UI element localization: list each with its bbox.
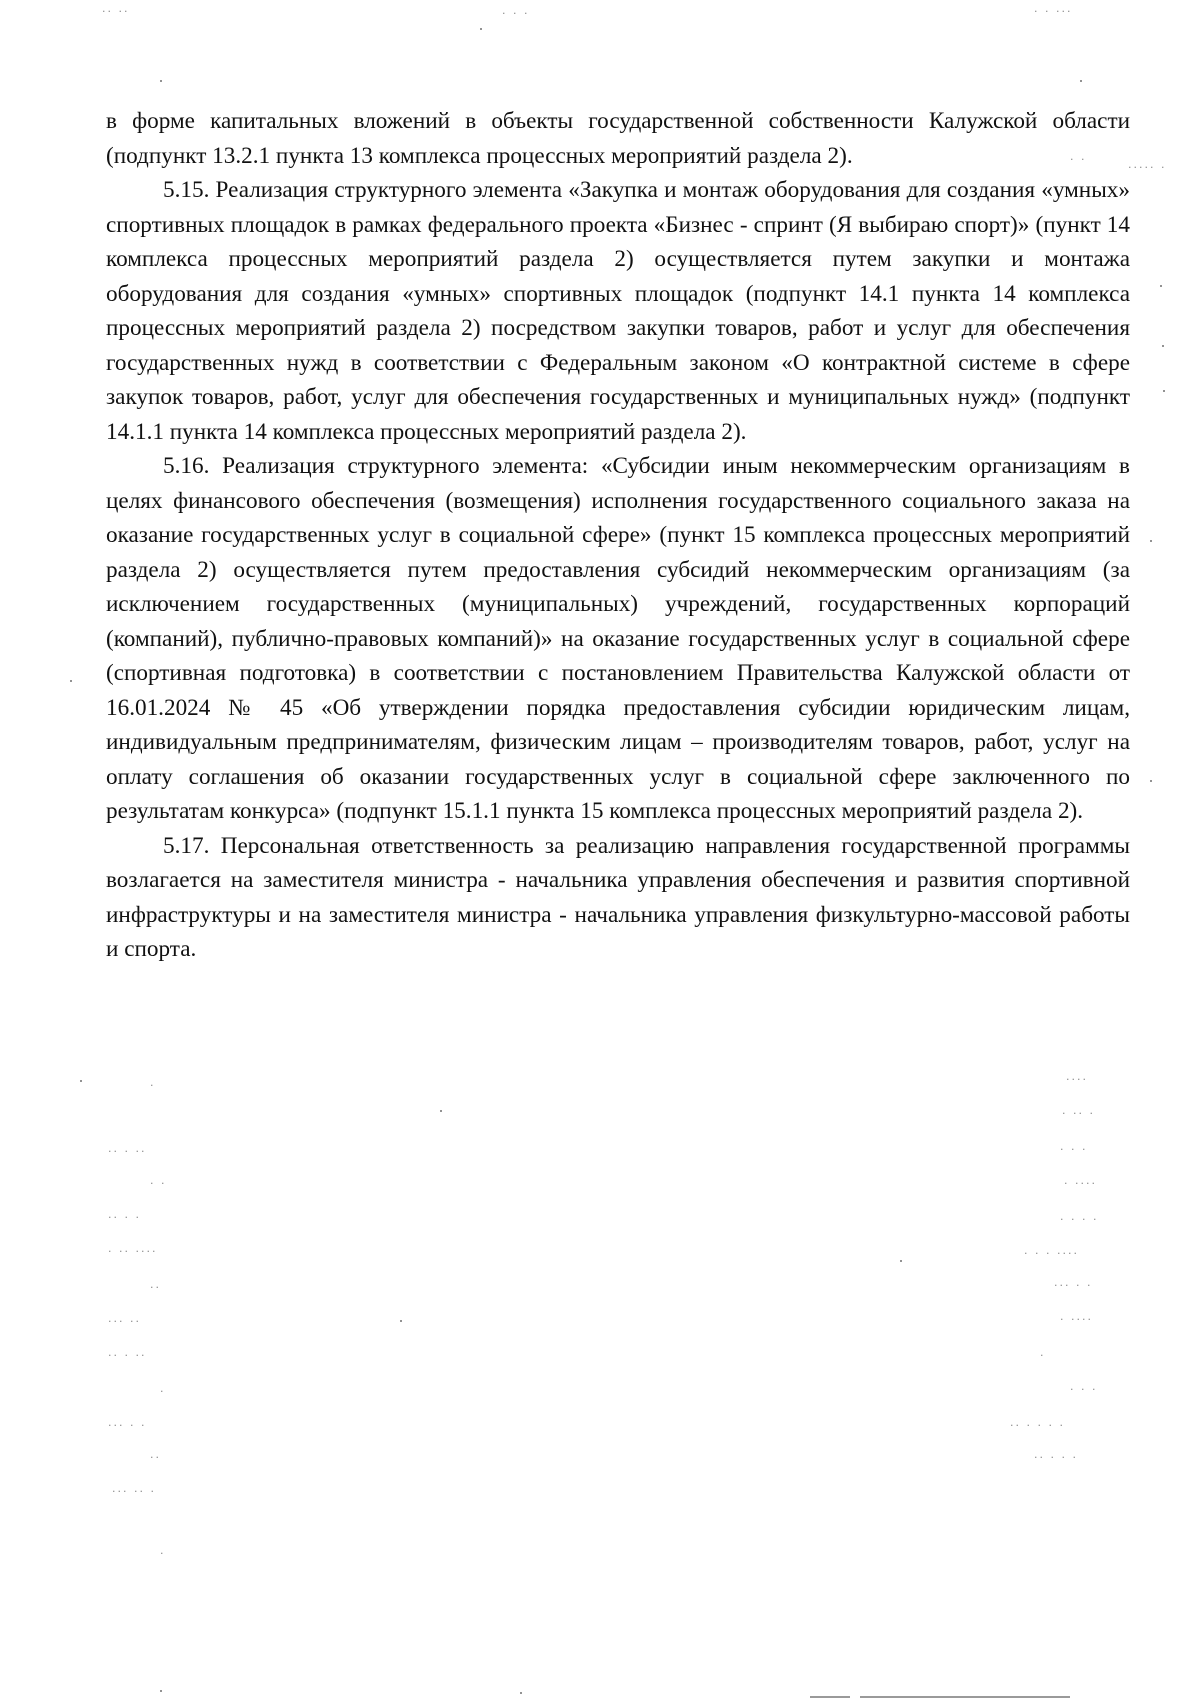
scan-noise: ·· · · · ·: [1010, 1419, 1065, 1432]
scan-noise: [400, 1320, 402, 1322]
scan-noise: [70, 680, 72, 682]
scan-noise: · · · ····: [1024, 1247, 1079, 1260]
scan-noise: ·· · · ·: [1034, 1451, 1078, 1464]
scan-noise: ··· ·· ·: [112, 1485, 156, 1498]
scan-noise: [1163, 390, 1165, 392]
scan-noise: [520, 1692, 522, 1694]
scan-noise: ·: [150, 1079, 156, 1092]
scan-noise: [1150, 540, 1152, 542]
scan-noise: [1080, 80, 1082, 82]
scan-noise: · ····: [1060, 1313, 1093, 1326]
paragraph-5-16: 5.16. Реализация структурного элемента: «Субсидии иным некоммерческим организациям в целях финансового обеспечения (возмещения) исполнения государственного социального заказа на оказание государственных услуг в социальной сфере» (пункт 15 комплекса процессных мероприятий раздела 2) осуществляется путем предоставления субсидий некоммерческим организациям (за исключением государственных (муниципальных) учреждений, государственных корпораций (компаний), публично-правовых компаний)» на оказание государственных услуг в социальной сфере (спортивная подготовка) в соответствии с постановлением Правительства Калужской области от 16.01.2024 № 45 «Об утверждении порядка предоставления субсидии юридическим лицам, индивидуальным предпринимателям, физическим лицам – производителям товаров, работ, услуг на оплату соглашения об оказании государственных услуг в социальной сфере заключенного по результатам конкурса» (подпункт 15.1.1 пункта 15 комплекса процессных мероприятий раздела 2).: [106, 453, 1130, 824]
scan-noise: ··: [150, 1281, 161, 1294]
paragraph-5-17: 5.17. Персональная ответственность за реализацию направления государственной программы возлагается на заместителя министра - начальника управления обеспечения и развития спортивной инфраструктуры и на заместителя министра - начальника управления физкультурно-массовой работы и спорта.: [106, 832, 1130, 962]
scan-noise: ··· · ·: [108, 1419, 147, 1432]
scan-noise: [80, 1080, 82, 1082]
scan-noise: [160, 1690, 162, 1692]
scan-noise: [900, 1260, 902, 1262]
scan-noise: · ····: [1064, 1177, 1097, 1190]
scan-noise: ··: [150, 1451, 161, 1464]
scan-noise: [440, 1110, 442, 1112]
scan-noise: ··· · ·: [1054, 1279, 1093, 1292]
scan-noise: ·· ··: [102, 5, 130, 18]
scan-noise: ·: [1040, 1349, 1046, 1362]
scan-noise: · ·: [1070, 153, 1087, 166]
scan-noise: ·: [160, 1385, 166, 1398]
scan-noise: ····: [1066, 1073, 1088, 1086]
paragraph-continuation: в форме капитальных вложений в объекты государственной собственности Калужской области (подпункт 13.2.1 пункта 13 комплекса процессных мероприятий раздела 2).: [106, 108, 1130, 169]
scan-noise: [160, 80, 162, 82]
document-body: [106, 104, 1130, 967]
scan-edge-line: [860, 1696, 1070, 1698]
scan-noise: · · · ·: [1060, 1213, 1099, 1226]
paragraph-5-15: 5.15. Реализация структурного элемента «Закупка и монтаж оборудования для создания «умных» спортивных площадок в рамках федерального проекта «Бизнес - спринт (Я выбираю спорт)» (пункт 14 комплекса процессных мероприятий раздела 2) осуществляется путем закупки и монтажа оборудования для создания «умных» спортивных площадок (подпункт 14.1 пункта 14 комплекса процессных мероприятий раздела 2) посредством закупки товаров, работ и услуг для обеспечения государственных нужд в соответствии с Федеральным законом «О контрактной системе в сфере закупок товаров, работ, услуг для обеспечения государственных и муниципальных нужд» (подпункт 14.1.1 пункта 14 комплекса процессных мероприятий раздела 2).: [106, 177, 1130, 445]
scan-noise: · ·: [150, 1177, 167, 1190]
scan-noise: ··· ··: [108, 1315, 141, 1328]
scan-noise: · · ·: [1060, 1143, 1088, 1156]
scan-noise: [1160, 285, 1162, 287]
scan-noise: · · ···: [1034, 5, 1073, 18]
scan-noise: · ·· ·: [1062, 1107, 1095, 1120]
scan-noise: ·· · ·: [108, 1211, 141, 1224]
scan-noise: ·· · ··: [108, 1349, 147, 1362]
scan-edge-line: [810, 1696, 850, 1698]
scan-noise: ····· ·: [1128, 161, 1167, 174]
scan-noise: · ·· ····: [108, 1245, 158, 1258]
scan-noise: [480, 28, 482, 30]
scan-noise: ·: [160, 1547, 166, 1560]
scan-noise: [1162, 345, 1164, 347]
scan-noise: · · ·: [502, 7, 530, 20]
scan-noise: ·· · ··: [108, 1145, 147, 1158]
scan-noise: · · ·: [1070, 1383, 1098, 1396]
scan-noise: [1150, 780, 1152, 782]
